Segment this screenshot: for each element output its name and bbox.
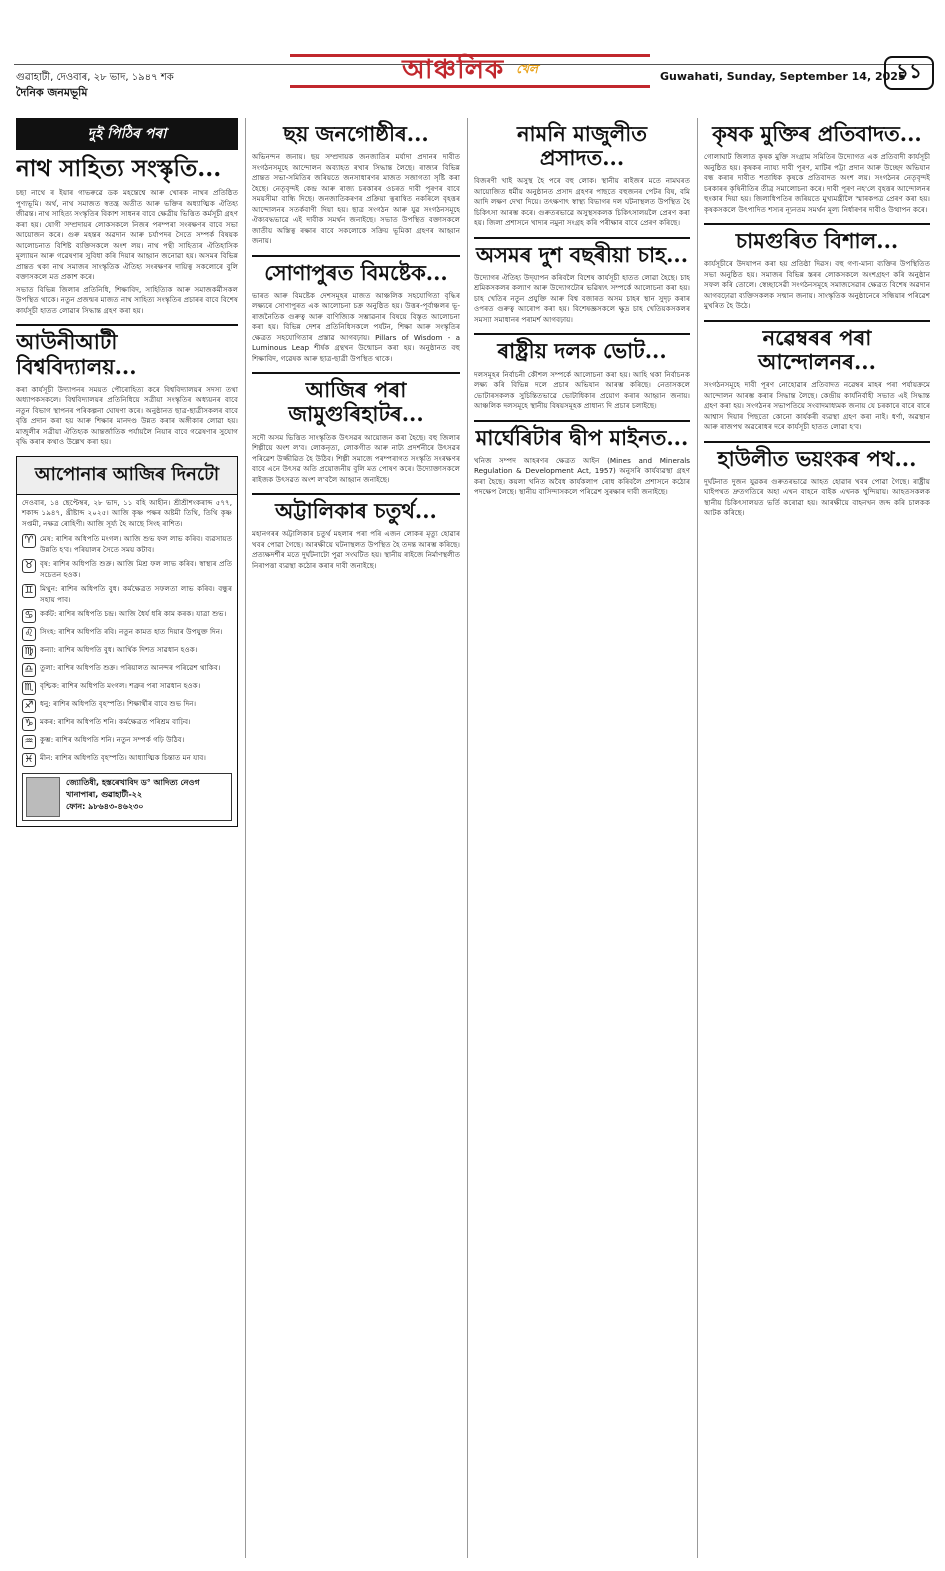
assamese-date: গুৱাহাটী, দেওবাৰ, ২৮ ভাদ, ১৯৪৭ শক — [16, 72, 174, 83]
divider — [252, 255, 460, 257]
zodiac-text: বৃশ্চিক: ৰাশিৰ অধিপতি মংগল। শত্ৰুৰ পৰা সাৱধান হওক। — [40, 681, 201, 691]
headline-tea[interactable]: অসমৰ দুশ বছৰীয়া চাহ... — [475, 241, 689, 267]
zodiac-entry — [17, 679, 237, 697]
column-1 — [16, 118, 238, 1558]
column-3 — [474, 118, 690, 1558]
headline-university[interactable]: আউনীআটী বিশ্ববিদ্যালয়... — [16, 329, 137, 379]
zodiac-entry — [17, 607, 237, 625]
astrologer-photo — [26, 777, 60, 817]
zodiac-text: কৰ্কট: ৰাশিৰ অধিপতি চন্দ্ৰ। আজি ধৈৰ্য ধৰি কাম কৰক। যাত্ৰা শুভ। — [40, 609, 227, 619]
zodiac-icon: ♒ — [22, 735, 36, 749]
zodiac-entry — [17, 625, 237, 643]
zodiac-icon: ♍ — [22, 645, 36, 659]
zodiac-text: কুম্ভ: ৰাশিৰ অধিপতি শনি। নতুন সম্পৰ্ক গঢ়ি উঠিব। — [40, 735, 185, 745]
divider — [704, 223, 930, 225]
zodiac-entry — [17, 643, 237, 661]
english-date: Guwahati, Sunday, September 14, 2025 — [660, 70, 906, 83]
column-4 — [704, 118, 930, 1558]
divider — [16, 324, 238, 326]
panjika-intro: দেওবাৰ, ১৪ ছেপ্টেম্বৰ, ২৮ ভাদ, ১১ বহি আহীন। শ্ৰীশ্ৰীশংকৰাব্দ ৫৭৭, শকাব্দ ১৯৪৭, খ্ৰীষ্টাব্দ ২০২৫। আজি কৃষ্ণ পক্ষৰ অষ্টমী তিথি, তিথি কৃষ্ণ সপ্তমী, নক্ষত্ৰ ৰোহিণী। আজি সূৰ্য্য হৈ আছে সিংহ ৰাশিত। — [22, 497, 232, 528]
column-2 — [252, 118, 460, 1558]
zodiac-entry — [17, 532, 237, 557]
divider — [474, 237, 690, 239]
column-rule — [467, 118, 468, 1558]
zodiac-text: মীন: ৰাশিৰ অধিপতি বৃহস্পতি। আধ্যাত্মিক চিন্তাত মন যাব। — [40, 753, 206, 763]
zodiac-icon: ♑ — [22, 717, 36, 731]
zodiac-text: বৃষ: ৰাশিৰ অধিপতি শুক্ৰ। আজি মিশ্ৰ ফল লাভ কৰিব। স্বাস্থ্যৰ প্ৰতি সচেতন হওক। — [40, 559, 232, 579]
article-body: দুৰ্ঘটনাত দুজন যুৱকৰ গুৰুতৰভাৱে আহত হোৱাৰ খবৰ পোৱা গৈছে। ৰাষ্ট্ৰীয় ঘাইপথত দ্ৰুতগতিৰে অহা এখন বাহনে বাইক এখনক খুন্দিয়ায়। আহতসকলক স্থানীয় চিকিৎসালয়ত ভৰ্তি কৰোৱা হয়। আৰক্ষীয়ে বাহনখন জব্দ কৰি চালকক আটক কৰিছে। — [704, 476, 930, 518]
article-body: সংগঠনসমূহে দাবী পূৰণ নোহোৱাৰ প্ৰতিবাদত নৱেম্বৰ মাহৰ পৰা পৰ্যায়ক্ৰমে আন্দোলন আৰম্ভ কৰাৰ সিদ্ধান্ত লৈছে। কেন্দ্ৰীয় কাৰ্যনিৰ্বাহী সভাত এই সিদ্ধান্ত গ্ৰহণ কৰা হয়। সংগঠনৰ সভাপতিয়ে সংবাদমাধ্যমক জনায় যে চৰকাৰে বাৰে বাৰে আশ্বাস দিয়াৰ পিছতো কোনো কাৰ্যকৰী ব্যৱস্থা গ্ৰহণ কৰা নাই। ধৰ্ণা, অৱস্থান আৰু ৰাজপথ অৱৰোধৰ দৰে কাৰ্যসূচী হাতত লোৱা হ'ব। — [704, 380, 930, 432]
article-body: কৰা কাৰ্যসূচী উদ্যাপনৰ সময়ত পৌৰোহিত্য কৰে বিশ্ববিদ্যালয়ৰ সদস্য তথা অধ্যাপকসকলে। বিশ্ববিদ্যালয়ৰ প্ৰতিনিধিয়ে সত্ৰীয়া সংস্কৃতিৰ অধ্যয়নৰ বাবে নতুন বিভাগ স্থাপনৰ পৰিকল্পনা ঘোষণা কৰে। অনুষ্ঠানত ছাত্ৰ-ছাত্ৰীসকলৰ বাবে বৃত্তি প্ৰদান কৰা হয় আৰু শিক্ষাৰ মানদণ্ড উন্নত কৰাৰ অঙ্গীকাৰ লোৱা হয়। মাজুলীৰ সত্ৰীয়া ঐতিহ্যক আন্তৰ্জাতিক পৰ্যায়লৈ নিয়াৰ বাবে গৱেষণাৰ সুযোগ বৃদ্ধি কৰাৰ কথাও উল্লেখ কৰা হয়। — [16, 384, 238, 447]
zodiac-icon: ♌ — [22, 627, 36, 641]
headline-november-protest[interactable]: নৱেম্বৰৰ পৰা আন্দোলনৰ... — [758, 324, 876, 374]
zodiac-icon: ♈ — [22, 534, 36, 548]
zodiac-text: মিথুন: ৰাশিৰ অধিপতি বুধ। কৰ্মক্ষেত্ৰত সফলতা লাভ কৰিব। বন্ধুৰ সহায় পাব। — [40, 584, 232, 604]
headline-building[interactable]: অট্টালিকাৰ চতুৰ্থ... — [275, 498, 437, 524]
zodiac-icon: ♉ — [22, 559, 36, 573]
zodiac-icon: ♊ — [22, 584, 36, 598]
zodiac-icon: ♐ — [22, 699, 36, 713]
zodiac-icon: ♓ — [22, 753, 36, 767]
headline-chamaguri[interactable]: চামগুৰিত বিশাল... — [735, 228, 899, 254]
zodiac-text: মেষ: ৰাশিৰ অধিপতি মংগল। আজি শুভ ফল লাভ কৰিব। ব্যৱসায়ত উন্নতি হ'ব। পৰিয়ালৰ সৈতে সময় কটাব। — [40, 534, 232, 554]
section-title: আঞ্চলিক — [402, 55, 505, 85]
article-body: গোলাঘাট জিলাত কৃষক মুক্তি সংগ্ৰাম সমিতিৰ উদ্যোগত এক প্ৰতিবাদী কাৰ্যসূচী অনুষ্ঠিত হয়। কৃষকৰ ন্যায্য দাবী পূৰণ, মাটিৰ পট্টা প্ৰদান আৰু উচ্ছেদ অভিযান বন্ধ কৰাৰ দাবীত শতাধিক কৃষকে প্ৰতিবাদত অংশ লয়। সংগঠনৰ নেতৃবৃন্দই চৰকাৰৰ কৃষিনীতিৰ তীব্ৰ সমালোচনা কৰে। দাবী পূৰণ নহ'লে বৃহত্তৰ আন্দোলনৰ হুংকাৰ দিয়া হয়। জিলাধিপতিৰ জৰিয়তে মুখ্যমন্ত্ৰীলৈ স্মাৰকপত্ৰ প্ৰেৰণ কৰা হয়। কৃষকসকলে উৎপাদিত শস্যৰ ন্যূনতম সমৰ্থন মূল্য নিৰ্ধাৰণৰ দাবীও উত্থাপন কৰে। — [704, 152, 930, 214]
astrologer-name: জ্যোতিষী, হস্তৰেখাবিদ ড° আদিত্য নেওগ — [66, 778, 200, 788]
article-body: ভাৰত আৰু বিমষ্টেক দেশসমূহৰ মাজত আঞ্চলিক সহযোগিতা বৃদ্ধিৰ লক্ষ্যৰে সোণাপুৰত এক আলোচনা চক্ৰ অনুষ্ঠিত হয়। উত্তৰ-পূৰ্বাঞ্চলৰ ভূ-ৰাজনৈতিক গুৰুত্ব আৰু বাণিজ্যিক সম্ভাৱনাৰ বিষয়ে বিস্তৃত আলোচনা কৰা হয়। বিভিন্ন দেশৰ প্ৰতিনিধিসকলে পৰ্যটন, শিক্ষা আৰু সংস্কৃতিৰ ক্ষেত্ৰত সহযোগিতাৰ প্ৰস্তাৱ আগবঢ়ায়। Pillars of Wisdom - a Luminous Leap শীৰ্ষক গ্ৰন্থখন উন্মোচন কৰা হয়। অনুষ্ঠানত বহু শিক্ষাবিদ, গৱেষক আৰু ছাত্ৰ-ছাত্ৰী উপস্থিত থাকে। — [252, 290, 460, 363]
article-body: বিজৰণী খাই অসুস্থ হৈ পৰে বহু লোক। স্থানীয় ৰাইজৰ মতে নামঘৰত আয়োজিত ধৰ্মীয় অনুষ্ঠানত প্ৰসাদ গ্ৰহণৰ পাছতে বহুজনৰ পেটৰ বিষ, বমি আদি লক্ষণ দেখা দিয়ে। তৎক্ষণাৎ স্বাস্থ্য বিভাগৰ দল ঘটনাস্থলত উপস্থিত হৈ চিকিৎসা আৰম্ভ কৰে। গুৰুতৰভাৱে অসুস্থসকলক চিকিৎসালয়লৈ প্ৰেৰণ কৰা হয়। জিলা প্ৰশাসনে খাদ্যৰ নমুনা সংগ্ৰহ কৰি পৰীক্ষাৰ বাবে প্ৰেৰণ কৰিছে। — [474, 176, 690, 228]
zodiac-entry — [17, 733, 237, 751]
headline-jamugurihat[interactable]: আজিৰ পৰা জামুগুৰিহাটৰ... — [288, 377, 424, 427]
article-body: উদ্যোগৰ ঐতিহ্য উদ্‌যাপন কৰিবলৈ বিশেষ কাৰ্যসূচী হাতত লোৱা হৈছে। চাহ শ্ৰমিকসকলৰ কল্যাণ আৰু উদ্যোগটোৰ ভৱিষ্যৎ সম্পৰ্কে আলোচনা কৰা হয়। চাহ খেতিৰ নতুন প্ৰযুক্তি আৰু বিশ্ব বজাৰত অসম চাহৰ স্থান সুদৃঢ় কৰাৰ ওপৰত গুৰুত্ব আৰোপ কৰা হয়। বিশেষজ্ঞসকলে ক্ষুদ্ৰ চাহ খেতিয়কসকলৰ সমস্যা সমাধানৰ পৰামৰ্শ আগবঢ়ায়। — [474, 272, 690, 324]
astrologer-address: খানাপাৰা, গুৱাহাটী-২২ — [66, 790, 143, 800]
headline-hauli-road[interactable]: হাউলীত ভয়ংকৰ পথ... — [717, 445, 917, 471]
zodiac-entry — [17, 697, 237, 715]
horoscope-title: আপোনাৰ আজিৰ দিনটো — [17, 457, 237, 495]
continued-strip: দুই পিঠিৰ পৰা — [16, 118, 238, 150]
zodiac-text: ধনু: ৰাশিৰ অধিপতি বৃহস্পতি। শিক্ষাৰ্থীৰ বাবে শুভ দিন। — [40, 699, 197, 709]
divider — [474, 420, 690, 422]
zodiac-entry — [17, 715, 237, 733]
zodiac-text: কন্যা: ৰাশিৰ অধিপতি বুধ। আৰ্থিক দিশত সাৱধান হওক। — [40, 645, 198, 655]
article-body: চছা নাথে ৰ ইয়াৰ গাভৰুৱে ডক মহন্তেশ্বে আৰু খোৰক নাথৰ প্ৰতিষ্ঠিত পুণ্যভূমি। অৰ্থ, নাথ সমাজত স্বতন্ত্ৰ অতীত আৰু ভক্তিৰ অধ্যাত্মিক ঐতিহ্য জীৱন্ত। নাথ সাহিত্য সংস্কৃতিৰ বিকাশ সাধনৰ বাবে ক্ষেত্ৰীয় ভিত্তিত কৰ্মসূচী গ্ৰহণ কৰা হয়। যোগী সম্প্ৰদায়ৰ লোকসকলে নিজৰ পৰম্পৰা সংৰক্ষণৰ বাবে সভা আয়োজন কৰে। গুৰু মহন্তৰ অৱদান আৰু চৰ্যাপদৰ সৈতে সম্পৰ্ক বিষয়ক আলোচনাত বিশিষ্ট ব্যক্তিসকলে অংশ লয়। নাথ পন্থী সাহিত্যৰ ঐতিহাসিক মূল্যায়ন আৰু গৱেষণাৰ সুবিধা কৰি দিয়াৰ আহ্বান জনোৱা হয়। অসমৰ বিভিন্ন প্ৰান্তত থকা নাথ সমাজৰ সাংস্কৃতিক ঐতিহ্য সংৰক্ষণৰ দায়িত্ব সকলোৰে বুলি বক্তাসকলে মত প্ৰকাশ কৰে। — [16, 188, 238, 282]
masthead — [0, 0, 945, 99]
column-rule — [245, 118, 246, 1558]
article-body: সভাত বিভিন্ন জিলাৰ প্ৰতিনিধি, শিক্ষাবিদ, সাহিত্যিক আৰু সমাজকৰ্মীসকল উপস্থিত থাকে। নতুন প্ৰজন্মৰ মাজত নাথ সাহিত্য সংস্কৃতিৰ প্ৰচাৰৰ বাবে বিশেষ কাৰ্যসূচী হাতত লোৱাৰ সিদ্ধান্ত গ্ৰহণ কৰা হয়। — [16, 284, 238, 315]
paper-name: দৈনিক জনমভূমি — [16, 86, 88, 99]
article-body: দলসমূহৰ নিৰ্বাচনী কৌশল সম্পৰ্কে আলোচনা কৰা হয়। আহি থকা নিৰ্বাচনক লক্ষ্য কৰি বিভিন্ন দলে প্ৰচাৰ অভিযান আৰম্ভ কৰিছে। নেতাসকলে ভোটাৰসকলক সুচিন্তিতভাৱে ভোটাধিকাৰ প্ৰয়োগ কৰাৰ আহ্বান জনায়। আঞ্চলিক দলসমূহে স্থানীয় বিষয়সমূহক প্ৰাধান্য দি প্ৰচাৰ চলাইছে। — [474, 369, 690, 411]
headline-bimstec[interactable]: সোণাপুৰত বিমষ্টেক... — [264, 259, 448, 285]
zodiac-entry — [17, 751, 237, 769]
astrologer-card — [22, 773, 232, 821]
divider — [704, 441, 930, 443]
zodiac-icon: ♏ — [22, 681, 36, 695]
section-sub-logo: খেল — [516, 62, 538, 76]
zodiac-entry — [17, 582, 237, 607]
article-body: অভিনন্দন জনায়। ছয় সম্প্ৰদায়ক জনজাতিৰ মৰ্যাদা প্ৰদানৰ দাবীত সংগঠনসমূহে আন্দোলন অব্যাহত ৰখাৰ সিদ্ধান্ত লৈছে। ৰাজ্যৰ বিভিন্ন প্ৰান্তত সভা-সমিতিৰ জৰিয়তে জনসাধাৰণৰ মাজত সজাগতা সৃষ্টি কৰা হৈছে। নেতৃবৃন্দই কেন্দ্ৰ আৰু ৰাজ্য চৰকাৰৰ ওচৰত দাবী পূৰণৰ বাবে সময়সীমা বান্ধি দিছে। জনজাতিকৰণৰ প্ৰক্ৰিয়া ত্বৰান্বিত নকৰিলে বৃহত্তৰ আন্দোলনৰ সতৰ্কবাণী দিয়া হয়। ছাত্ৰ সংগঠন আৰু যুৱ সংগঠনসমূহে ঐক্যবদ্ধভাৱে এই দাবীক সমৰ্থন জনাইছে। সভাত উপস্থিত বক্তাসকলে জাতীয় অস্তিত্ব ৰক্ষাৰ বাবে সকলোকে সক্ৰিয় ভূমিকা গ্ৰহণৰ আহ্বান জনায়। — [252, 152, 460, 246]
headline-six-communities[interactable]: ছয় জনগোষ্ঠীৰ... — [283, 121, 429, 146]
headline-farmers[interactable]: কৃষক মুক্তিৰ প্ৰতিবাদত... — [712, 121, 922, 146]
headline-majuli[interactable]: নামনি মাজুলীত প্ৰসাদত... — [516, 121, 648, 171]
zodiac-icon: ♋ — [22, 609, 36, 623]
article-body: সদৌ অসম ভিত্তিত সাংস্কৃতিক উৎসৱৰ আয়োজন কৰা হৈছে। বহু জিলাৰ শিল্পীয়ে অংশ ল'ব। লোকনৃত্য, লোকগীত আৰু নাট্য প্ৰদৰ্শনীৰে উৎসৱৰ পৰিৱেশ উজ্জীৱিত হৈ উঠিব। শিল্পী সমাজে পৰম্পৰাগত সংস্কৃতি সংৰক্ষণৰ বাবে এনে উৎসৱ অতি প্ৰয়োজনীয় বুলি মত পোষণ কৰে। উদ্যোক্তাসকলে ৰাইজক উৎসৱত অংশ ল'বলৈ আহ্বান জনাইছে। — [252, 432, 460, 484]
zodiac-text: তুলা: ৰাশিৰ অধিপতি শুক্ৰ। পৰিয়ালত আনন্দৰ পৰিৱেশ থাকিব। — [40, 663, 221, 673]
article-body: খনিজ সম্পদ আহৰণৰ ক্ষেত্ৰত আইন (Mines and Minerals Regulation & Development Act, 1957) অনুসৰি কাৰ্যব্যৱস্থা গ্ৰহণ কৰা হৈছে। কয়লা খনিত অবৈধ কাৰ্যকলাপ ৰোধ কৰিবলৈ প্ৰশাসনে কঠোৰ পদক্ষেপ লৈছে। স্থানীয় বাসিন্দাসকলে পৰিৱেশ সুৰক্ষাৰ দাবী জনাইছে। — [474, 455, 690, 497]
zodiac-entry — [17, 557, 237, 582]
divider — [474, 333, 690, 335]
column-rule — [697, 118, 698, 1558]
zodiac-text: মকৰ: ৰাশিৰ অধিপতি শনি। কৰ্মক্ষেত্ৰত পৰিশ্ৰম বাঢ়িব। — [40, 717, 191, 727]
headline-margherita[interactable]: মাৰ্ঘেৰিটাৰ দ্বীপ মাইনত... — [475, 424, 689, 450]
zodiac-list — [17, 532, 237, 769]
astrologer-phone: ফোন: ৯৮৬৪৩-৪৬২৩০ — [66, 802, 144, 812]
zodiac-icon: ♎ — [22, 663, 36, 677]
page-number: ১১ — [884, 56, 934, 90]
article-body: মহানগৰৰ অট্টালিকাৰ চতুৰ্থ মহলাৰ পৰা পৰি এজন লোকৰ মৃত্যু হোৱাৰ খবৰ পোৱা গৈছে। আৰক্ষীয়ে ঘটনাস্থলত উপস্থিত হৈ তদন্ত আৰম্ভ কৰিছে। প্ৰত্যক্ষদৰ্শীৰ মতে দুৰ্ঘটনাটো পুৱা সংঘটিত হয়। স্থানীয় ৰাইজে নিৰ্মাণস্থলীত নিৰাপত্তা ব্যৱস্থা কঠোৰ কৰাৰ দাবী জনাইছে। — [252, 529, 460, 570]
horoscope-box — [16, 456, 238, 828]
headline-nath[interactable]: নাথ সাহিত্য সংস্কৃতি... — [16, 155, 222, 182]
divider — [704, 320, 930, 322]
zodiac-entry — [17, 661, 237, 679]
article-body: কাৰ্যসূচীৰে উদযাপন কৰা হয় প্ৰতিষ্ঠা দিৱস। বহু গণ্য-মান্য ব্যক্তিৰ উপস্থিতিত সভা অনুষ্ঠিত হয়। সমাজৰ বিভিন্ন স্তৰৰ লোকসকলে অংশগ্ৰহণ কৰি অনুষ্ঠান সফল কৰি তোলে। স্বেচ্ছাসেৱী সংগঠনসমূহে সমাজসেৱাৰ ক্ষেত্ৰত বিশেষ অৱদান আগবঢ়োৱা ব্যক্তিসকলক সন্মান জনায়। সাংস্কৃতিক অনুষ্ঠানেৰে সন্ধিয়াৰ পৰিৱেশ মুখৰিত হৈ উঠে। — [704, 259, 930, 311]
headline-national-party[interactable]: ৰাষ্ট্ৰীয় দলক ভোট... — [497, 338, 667, 364]
section-logo — [290, 54, 650, 88]
divider — [252, 372, 460, 374]
zodiac-text: সিংহ: ৰাশিৰ অধিপতি ৰবি। নতুন কামত হাত দিয়াৰ উপযুক্ত দিন। — [40, 627, 223, 637]
divider — [252, 493, 460, 495]
